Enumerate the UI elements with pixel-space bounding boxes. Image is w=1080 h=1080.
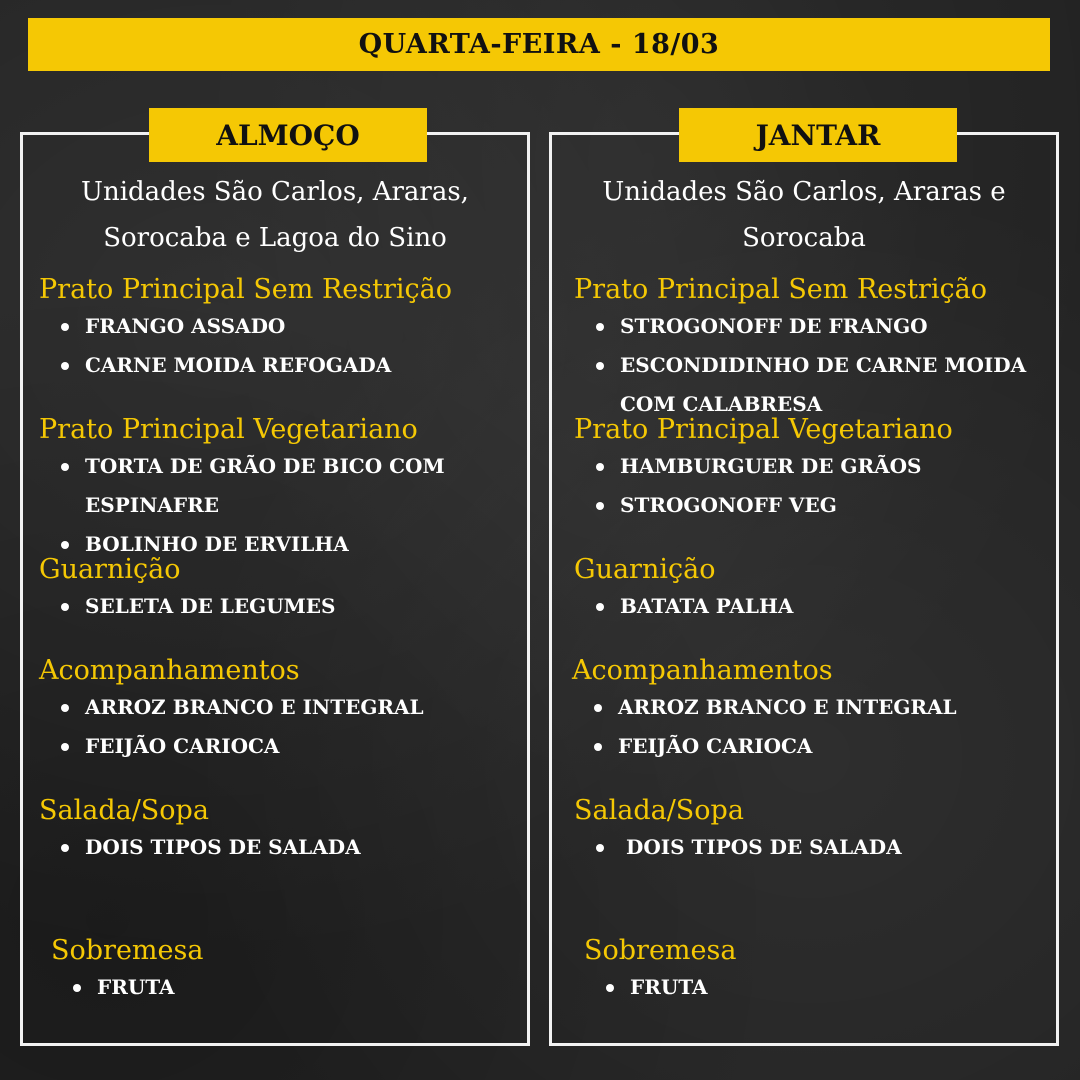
lunch-vegetarian-list <box>39 447 517 564</box>
dinner-panel <box>549 118 1059 1046</box>
list-item: FRUTA <box>584 968 1046 1007</box>
dinner-side-list <box>574 587 1046 626</box>
dinner-vegetarian-section <box>574 413 1046 525</box>
list-item: DOIS TIPOS DE SALADA <box>574 828 1046 867</box>
dinner-dessert-title: Sobremesa <box>584 935 737 966</box>
lunch-main-dish-title: Prato Principal Sem Restrição <box>39 274 453 305</box>
lunch-units-line2: Sorocaba e Lagoa do Sino <box>103 223 447 253</box>
list-item: SELETA DE LEGUMES <box>39 587 517 626</box>
list-item: CARNE MOIDA REFOGADA <box>39 346 517 385</box>
lunch-main-dish-section <box>39 273 517 385</box>
lunch-accompaniments-section <box>39 654 517 766</box>
list-item: DOIS TIPOS DE SALADA <box>39 828 517 867</box>
lunch-units-line1: Unidades São Carlos, Araras, <box>81 177 469 207</box>
lunch-panel <box>20 118 530 1046</box>
list-item: ARROZ BRANCO E INTEGRAL <box>39 688 517 727</box>
dinner-side-section <box>574 553 1046 626</box>
dinner-side-title: Guarnição <box>574 554 716 585</box>
list-item: FRUTA <box>51 968 517 1007</box>
list-item: FEIJÃO CARIOCA <box>572 727 1046 766</box>
dinner-main-dish-title: Prato Principal Sem Restrição <box>574 274 988 305</box>
list-item: COM CALABRESA <box>620 392 823 416</box>
lunch-main-dish-list <box>39 307 517 385</box>
dinner-dessert-section <box>584 934 1046 1007</box>
list-item: BATATA PALHA <box>574 587 1046 626</box>
list-item: STROGONOFF VEG <box>574 486 1046 525</box>
lunch-accompaniments-list <box>39 688 517 766</box>
lunch-salad-title: Salada/Sopa <box>39 795 209 826</box>
lunch-side-section <box>39 553 517 626</box>
lunch-dessert-title: Sobremesa <box>51 935 204 966</box>
list-item: ARROZ BRANCO E INTEGRAL <box>572 688 1046 727</box>
lunch-salad-list <box>39 828 517 867</box>
list-item: HAMBURGUER DE GRÃOS <box>574 447 1046 486</box>
lunch-dessert-list <box>51 968 517 1007</box>
lunch-salad-section <box>39 794 517 867</box>
lunch-vegetarian-section <box>39 413 517 564</box>
dinner-accompaniments-list <box>572 688 1046 766</box>
lunch-units <box>23 169 527 261</box>
dinner-dessert-list <box>584 968 1046 1007</box>
lunch-side-title: Guarnição <box>39 554 181 585</box>
dinner-vegetarian-list <box>574 447 1046 525</box>
lunch-accompaniments-title: Acompanhamentos <box>39 655 300 686</box>
date-banner <box>28 18 1050 71</box>
date-title: QUARTA-FEIRA - 18/03 <box>358 29 720 60</box>
list-item: FRANGO ASSADO <box>39 307 517 346</box>
dinner-label: JANTAR <box>679 108 957 162</box>
dinner-units-line1: Unidades São Carlos, Araras e <box>602 177 1006 207</box>
dinner-units-line2: Sorocaba <box>742 223 866 253</box>
dinner-salad-list <box>574 828 1046 867</box>
list-item: ESCONDIDINHO DE CARNE MOIDA <box>574 346 1046 385</box>
list-item: BOLINHO DE ERVILHA <box>39 525 517 564</box>
dinner-main-dish-section <box>574 273 1046 424</box>
lunch-label: ALMOÇO <box>149 108 427 162</box>
list-item: TORTA DE GRÃO DE BICO COM <box>39 447 517 486</box>
dinner-main-dish-list <box>574 307 1046 424</box>
dinner-accompaniments-section <box>572 654 1046 766</box>
dinner-salad-section <box>574 794 1046 867</box>
lunch-dessert-section <box>51 934 517 1007</box>
lunch-side-list <box>39 587 517 626</box>
list-item: ESPINAFRE <box>85 493 219 517</box>
dinner-units <box>552 169 1056 261</box>
list-item: FEIJÃO CARIOCA <box>39 727 517 766</box>
dinner-salad-title: Salada/Sopa <box>574 795 744 826</box>
dinner-accompaniments-title: Acompanhamentos <box>572 655 833 686</box>
dinner-vegetarian-title: Prato Principal Vegetariano <box>574 414 953 445</box>
lunch-vegetarian-title: Prato Principal Vegetariano <box>39 414 418 445</box>
list-item: STROGONOFF DE FRANGO <box>574 307 1046 346</box>
